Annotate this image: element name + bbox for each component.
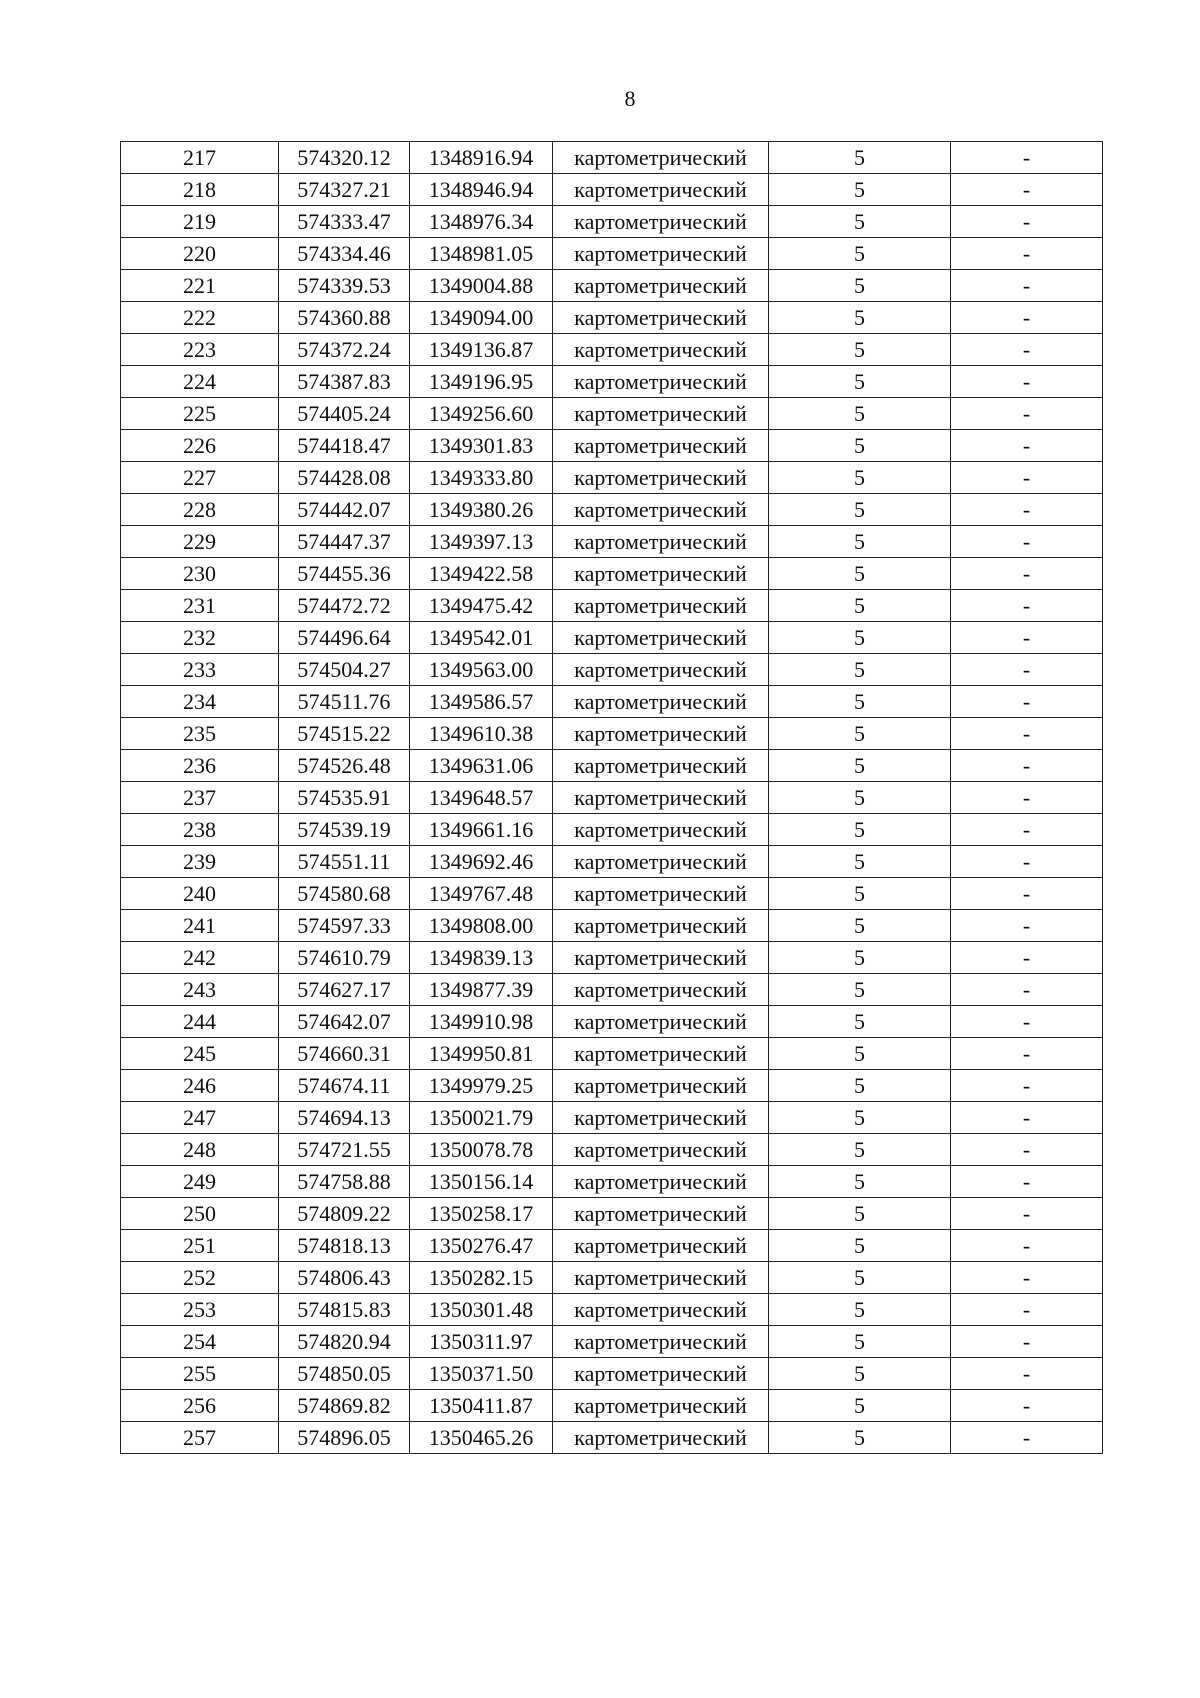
description-cell: - [951, 1230, 1103, 1262]
table-row [121, 846, 1103, 878]
x-coordinate-cell: 574850.05 [279, 1358, 410, 1390]
accuracy-cell: 5 [769, 238, 951, 270]
y-coordinate-cell: 1349661.16 [410, 814, 553, 846]
description-cell: - [951, 622, 1103, 654]
y-coordinate-cell: 1349877.39 [410, 974, 553, 1006]
description-cell: - [951, 1262, 1103, 1294]
description-cell: - [951, 878, 1103, 910]
table-row [121, 334, 1103, 366]
table-row [121, 206, 1103, 238]
description-cell: - [951, 974, 1103, 1006]
method-cell: картометрический [553, 174, 769, 206]
y-coordinate-cell: 1349839.13 [410, 942, 553, 974]
point-number-cell: 243 [121, 974, 279, 1006]
accuracy-cell: 5 [769, 206, 951, 238]
y-coordinate-cell: 1349196.95 [410, 366, 553, 398]
point-number-cell: 239 [121, 846, 279, 878]
method-cell: картометрический [553, 782, 769, 814]
point-number-cell: 254 [121, 1326, 279, 1358]
coordinates-table-body [121, 142, 1103, 1454]
accuracy-cell: 5 [769, 1070, 951, 1102]
accuracy-cell: 5 [769, 334, 951, 366]
point-number-cell: 256 [121, 1390, 279, 1422]
point-number-cell: 225 [121, 398, 279, 430]
table-row [121, 558, 1103, 590]
table-row [121, 1358, 1103, 1390]
point-number-cell: 229 [121, 526, 279, 558]
accuracy-cell: 5 [769, 686, 951, 718]
y-coordinate-cell: 1350311.97 [410, 1326, 553, 1358]
method-cell: картометрический [553, 238, 769, 270]
x-coordinate-cell: 574820.94 [279, 1326, 410, 1358]
method-cell: картометрический [553, 398, 769, 430]
x-coordinate-cell: 574442.07 [279, 494, 410, 526]
method-cell: картометрический [553, 878, 769, 910]
point-number-cell: 226 [121, 430, 279, 462]
x-coordinate-cell: 574447.37 [279, 526, 410, 558]
table-row [121, 1198, 1103, 1230]
description-cell: - [951, 1006, 1103, 1038]
table-row [121, 1166, 1103, 1198]
y-coordinate-cell: 1349610.38 [410, 718, 553, 750]
method-cell: картометрический [553, 1102, 769, 1134]
method-cell: картометрический [553, 942, 769, 974]
x-coordinate-cell: 574418.47 [279, 430, 410, 462]
table-row [121, 654, 1103, 686]
description-cell: - [951, 302, 1103, 334]
y-coordinate-cell: 1349301.83 [410, 430, 553, 462]
method-cell: картометрический [553, 462, 769, 494]
method-cell: картометрический [553, 206, 769, 238]
accuracy-cell: 5 [769, 142, 951, 174]
x-coordinate-cell: 574694.13 [279, 1102, 410, 1134]
accuracy-cell: 5 [769, 814, 951, 846]
x-coordinate-cell: 574580.68 [279, 878, 410, 910]
x-coordinate-cell: 574372.24 [279, 334, 410, 366]
y-coordinate-cell: 1349692.46 [410, 846, 553, 878]
y-coordinate-cell: 1349542.01 [410, 622, 553, 654]
table-row [121, 1038, 1103, 1070]
x-coordinate-cell: 574504.27 [279, 654, 410, 686]
x-coordinate-cell: 574896.05 [279, 1422, 410, 1454]
description-cell: - [951, 1102, 1103, 1134]
table-row [121, 590, 1103, 622]
x-coordinate-cell: 574515.22 [279, 718, 410, 750]
accuracy-cell: 5 [769, 1038, 951, 1070]
description-cell: - [951, 334, 1103, 366]
table-row [121, 1422, 1103, 1454]
point-number-cell: 245 [121, 1038, 279, 1070]
x-coordinate-cell: 574721.55 [279, 1134, 410, 1166]
point-number-cell: 257 [121, 1422, 279, 1454]
table-row [121, 174, 1103, 206]
description-cell: - [951, 686, 1103, 718]
y-coordinate-cell: 1349950.81 [410, 1038, 553, 1070]
description-cell: - [951, 558, 1103, 590]
method-cell: картометрический [553, 1262, 769, 1294]
point-number-cell: 240 [121, 878, 279, 910]
method-cell: картометрический [553, 1198, 769, 1230]
y-coordinate-cell: 1348916.94 [410, 142, 553, 174]
x-coordinate-cell: 574333.47 [279, 206, 410, 238]
method-cell: картометрический [553, 142, 769, 174]
table-row [121, 974, 1103, 1006]
point-number-cell: 233 [121, 654, 279, 686]
point-number-cell: 217 [121, 142, 279, 174]
y-coordinate-cell: 1350156.14 [410, 1166, 553, 1198]
x-coordinate-cell: 574660.31 [279, 1038, 410, 1070]
accuracy-cell: 5 [769, 782, 951, 814]
x-coordinate-cell: 574334.46 [279, 238, 410, 270]
point-number-cell: 238 [121, 814, 279, 846]
method-cell: картометрический [553, 846, 769, 878]
point-number-cell: 218 [121, 174, 279, 206]
y-coordinate-cell: 1349631.06 [410, 750, 553, 782]
y-coordinate-cell: 1350078.78 [410, 1134, 553, 1166]
description-cell: - [951, 1326, 1103, 1358]
x-coordinate-cell: 574815.83 [279, 1294, 410, 1326]
x-coordinate-cell: 574809.22 [279, 1198, 410, 1230]
x-coordinate-cell: 574806.43 [279, 1262, 410, 1294]
point-number-cell: 246 [121, 1070, 279, 1102]
method-cell: картометрический [553, 1006, 769, 1038]
description-cell: - [951, 814, 1103, 846]
description-cell: - [951, 270, 1103, 302]
y-coordinate-cell: 1350258.17 [410, 1198, 553, 1230]
table-row [121, 302, 1103, 334]
method-cell: картометрический [553, 814, 769, 846]
method-cell: картометрический [553, 718, 769, 750]
y-coordinate-cell: 1349397.13 [410, 526, 553, 558]
y-coordinate-cell: 1349910.98 [410, 1006, 553, 1038]
x-coordinate-cell: 574327.21 [279, 174, 410, 206]
x-coordinate-cell: 574758.88 [279, 1166, 410, 1198]
accuracy-cell: 5 [769, 494, 951, 526]
table-row [121, 1230, 1103, 1262]
table-row [121, 270, 1103, 302]
accuracy-cell: 5 [769, 1326, 951, 1358]
description-cell: - [951, 846, 1103, 878]
table-row [121, 942, 1103, 974]
x-coordinate-cell: 574405.24 [279, 398, 410, 430]
method-cell: картометрический [553, 1294, 769, 1326]
y-coordinate-cell: 1349648.57 [410, 782, 553, 814]
table-row [121, 366, 1103, 398]
description-cell: - [951, 462, 1103, 494]
y-coordinate-cell: 1350465.26 [410, 1422, 553, 1454]
description-cell: - [951, 1390, 1103, 1422]
accuracy-cell: 5 [769, 878, 951, 910]
accuracy-cell: 5 [769, 942, 951, 974]
x-coordinate-cell: 574455.36 [279, 558, 410, 590]
accuracy-cell: 5 [769, 1102, 951, 1134]
x-coordinate-cell: 574496.64 [279, 622, 410, 654]
accuracy-cell: 5 [769, 1134, 951, 1166]
y-coordinate-cell: 1349004.88 [410, 270, 553, 302]
y-coordinate-cell: 1348981.05 [410, 238, 553, 270]
point-number-cell: 224 [121, 366, 279, 398]
method-cell: картометрический [553, 974, 769, 1006]
point-number-cell: 255 [121, 1358, 279, 1390]
method-cell: картометрический [553, 1230, 769, 1262]
description-cell: - [951, 1070, 1103, 1102]
y-coordinate-cell: 1350301.48 [410, 1294, 553, 1326]
y-coordinate-cell: 1349422.58 [410, 558, 553, 590]
accuracy-cell: 5 [769, 526, 951, 558]
accuracy-cell: 5 [769, 430, 951, 462]
point-number-cell: 219 [121, 206, 279, 238]
description-cell: - [951, 174, 1103, 206]
accuracy-cell: 5 [769, 270, 951, 302]
y-coordinate-cell: 1350276.47 [410, 1230, 553, 1262]
method-cell: картометрический [553, 1166, 769, 1198]
point-number-cell: 222 [121, 302, 279, 334]
table-row [121, 750, 1103, 782]
method-cell: картометрический [553, 558, 769, 590]
table-row [121, 398, 1103, 430]
accuracy-cell: 5 [769, 1198, 951, 1230]
description-cell: - [951, 526, 1103, 558]
accuracy-cell: 5 [769, 718, 951, 750]
table-row [121, 718, 1103, 750]
point-number-cell: 244 [121, 1006, 279, 1038]
accuracy-cell: 5 [769, 910, 951, 942]
table-row [121, 1102, 1103, 1134]
table-row [121, 1006, 1103, 1038]
description-cell: - [951, 654, 1103, 686]
table-row [121, 910, 1103, 942]
table-row [121, 686, 1103, 718]
y-coordinate-cell: 1350411.87 [410, 1390, 553, 1422]
y-coordinate-cell: 1349767.48 [410, 878, 553, 910]
accuracy-cell: 5 [769, 1006, 951, 1038]
page-number: 8 [624, 86, 636, 111]
point-number-cell: 220 [121, 238, 279, 270]
x-coordinate-cell: 574428.08 [279, 462, 410, 494]
accuracy-cell: 5 [769, 750, 951, 782]
table-row [121, 430, 1103, 462]
description-cell: - [951, 494, 1103, 526]
accuracy-cell: 5 [769, 462, 951, 494]
method-cell: картометрический [553, 430, 769, 462]
y-coordinate-cell: 1349256.60 [410, 398, 553, 430]
table-row [121, 462, 1103, 494]
accuracy-cell: 5 [769, 398, 951, 430]
point-number-cell: 242 [121, 942, 279, 974]
point-number-cell: 228 [121, 494, 279, 526]
y-coordinate-cell: 1349808.00 [410, 910, 553, 942]
y-coordinate-cell: 1348976.34 [410, 206, 553, 238]
x-coordinate-cell: 574642.07 [279, 1006, 410, 1038]
point-number-cell: 236 [121, 750, 279, 782]
table-row [121, 526, 1103, 558]
description-cell: - [951, 206, 1103, 238]
x-coordinate-cell: 574818.13 [279, 1230, 410, 1262]
x-coordinate-cell: 574320.12 [279, 142, 410, 174]
description-cell: - [951, 910, 1103, 942]
accuracy-cell: 5 [769, 1358, 951, 1390]
method-cell: картометрический [553, 910, 769, 942]
x-coordinate-cell: 574539.19 [279, 814, 410, 846]
method-cell: картометрический [553, 302, 769, 334]
y-coordinate-cell: 1349333.80 [410, 462, 553, 494]
point-number-cell: 237 [121, 782, 279, 814]
table-row [121, 1294, 1103, 1326]
accuracy-cell: 5 [769, 974, 951, 1006]
x-coordinate-cell: 574535.91 [279, 782, 410, 814]
x-coordinate-cell: 574387.83 [279, 366, 410, 398]
point-number-cell: 241 [121, 910, 279, 942]
x-coordinate-cell: 574551.11 [279, 846, 410, 878]
accuracy-cell: 5 [769, 1294, 951, 1326]
y-coordinate-cell: 1349563.00 [410, 654, 553, 686]
accuracy-cell: 5 [769, 846, 951, 878]
y-coordinate-cell: 1349136.87 [410, 334, 553, 366]
y-coordinate-cell: 1350021.79 [410, 1102, 553, 1134]
point-number-cell: 223 [121, 334, 279, 366]
x-coordinate-cell: 574597.33 [279, 910, 410, 942]
method-cell: картометрический [553, 686, 769, 718]
description-cell: - [951, 1198, 1103, 1230]
point-number-cell: 235 [121, 718, 279, 750]
accuracy-cell: 5 [769, 1390, 951, 1422]
table-row [121, 1326, 1103, 1358]
description-cell: - [951, 366, 1103, 398]
x-coordinate-cell: 574869.82 [279, 1390, 410, 1422]
point-number-cell: 249 [121, 1166, 279, 1198]
accuracy-cell: 5 [769, 590, 951, 622]
x-coordinate-cell: 574511.76 [279, 686, 410, 718]
point-number-cell: 251 [121, 1230, 279, 1262]
method-cell: картометрический [553, 494, 769, 526]
y-coordinate-cell: 1349380.26 [410, 494, 553, 526]
method-cell: картометрический [553, 1326, 769, 1358]
point-number-cell: 250 [121, 1198, 279, 1230]
method-cell: картометрический [553, 750, 769, 782]
description-cell: - [951, 398, 1103, 430]
accuracy-cell: 5 [769, 622, 951, 654]
x-coordinate-cell: 574526.48 [279, 750, 410, 782]
y-coordinate-cell: 1350282.15 [410, 1262, 553, 1294]
table-row [121, 622, 1103, 654]
point-number-cell: 247 [121, 1102, 279, 1134]
description-cell: - [951, 1166, 1103, 1198]
table-row [121, 1390, 1103, 1422]
point-number-cell: 227 [121, 462, 279, 494]
table-row [121, 878, 1103, 910]
description-cell: - [951, 430, 1103, 462]
description-cell: - [951, 1422, 1103, 1454]
method-cell: картометрический [553, 270, 769, 302]
point-number-cell: 232 [121, 622, 279, 654]
x-coordinate-cell: 574610.79 [279, 942, 410, 974]
description-cell: - [951, 590, 1103, 622]
table-row [121, 782, 1103, 814]
method-cell: картометрический [553, 526, 769, 558]
accuracy-cell: 5 [769, 302, 951, 334]
table-row [121, 814, 1103, 846]
x-coordinate-cell: 574339.53 [279, 270, 410, 302]
point-number-cell: 252 [121, 1262, 279, 1294]
table-row [121, 1262, 1103, 1294]
method-cell: картометрический [553, 366, 769, 398]
accuracy-cell: 5 [769, 654, 951, 686]
description-cell: - [951, 782, 1103, 814]
point-number-cell: 221 [121, 270, 279, 302]
y-coordinate-cell: 1348946.94 [410, 174, 553, 206]
x-coordinate-cell: 574674.11 [279, 1070, 410, 1102]
method-cell: картометрический [553, 654, 769, 686]
method-cell: картометрический [553, 1358, 769, 1390]
description-cell: - [951, 1038, 1103, 1070]
description-cell: - [951, 942, 1103, 974]
point-number-cell: 230 [121, 558, 279, 590]
description-cell: - [951, 142, 1103, 174]
x-coordinate-cell: 574360.88 [279, 302, 410, 334]
x-coordinate-cell: 574627.17 [279, 974, 410, 1006]
method-cell: картометрический [553, 1038, 769, 1070]
table-row [121, 238, 1103, 270]
accuracy-cell: 5 [769, 1422, 951, 1454]
description-cell: - [951, 238, 1103, 270]
method-cell: картометрический [553, 1070, 769, 1102]
y-coordinate-cell: 1350371.50 [410, 1358, 553, 1390]
point-number-cell: 248 [121, 1134, 279, 1166]
accuracy-cell: 5 [769, 558, 951, 590]
method-cell: картометрический [553, 1390, 769, 1422]
description-cell: - [951, 1358, 1103, 1390]
method-cell: картометрический [553, 590, 769, 622]
description-cell: - [951, 750, 1103, 782]
coordinates-table [120, 141, 1103, 1454]
accuracy-cell: 5 [769, 1166, 951, 1198]
point-number-cell: 231 [121, 590, 279, 622]
description-cell: - [951, 1294, 1103, 1326]
method-cell: картометрический [553, 1422, 769, 1454]
y-coordinate-cell: 1349475.42 [410, 590, 553, 622]
point-number-cell: 253 [121, 1294, 279, 1326]
method-cell: картометрический [553, 622, 769, 654]
description-cell: - [951, 1134, 1103, 1166]
method-cell: картометрический [553, 1134, 769, 1166]
accuracy-cell: 5 [769, 366, 951, 398]
y-coordinate-cell: 1349094.00 [410, 302, 553, 334]
y-coordinate-cell: 1349979.25 [410, 1070, 553, 1102]
method-cell: картометрический [553, 334, 769, 366]
accuracy-cell: 5 [769, 1230, 951, 1262]
description-cell: - [951, 718, 1103, 750]
accuracy-cell: 5 [769, 1262, 951, 1294]
table-row [121, 142, 1103, 174]
accuracy-cell: 5 [769, 174, 951, 206]
y-coordinate-cell: 1349586.57 [410, 686, 553, 718]
table-row [121, 494, 1103, 526]
x-coordinate-cell: 574472.72 [279, 590, 410, 622]
table-row [121, 1134, 1103, 1166]
table-row [121, 1070, 1103, 1102]
point-number-cell: 234 [121, 686, 279, 718]
